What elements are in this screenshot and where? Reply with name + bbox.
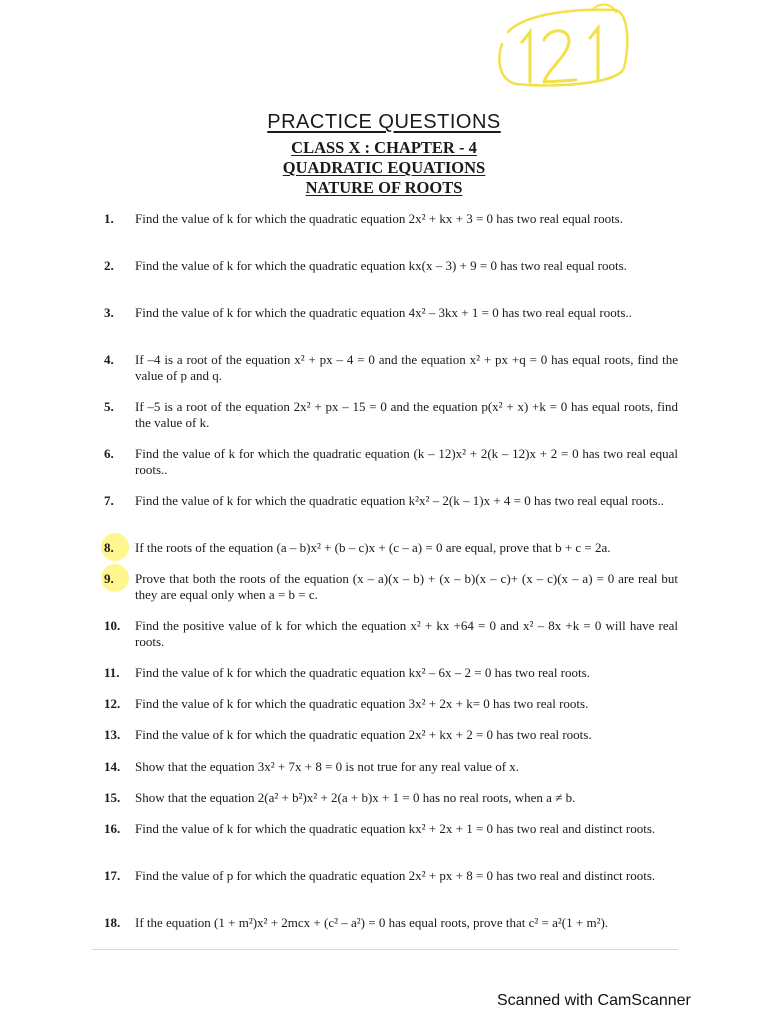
question-item (104, 665, 678, 681)
question-number: 13. (104, 727, 121, 742)
question-text: Find the value of k for which the quadratic equation 2x² + kx + 3 = 0 has two real equal roots. (135, 211, 623, 226)
class-chapter-heading: CLASS X : CHAPTER - 4 (291, 138, 477, 157)
question-item (104, 915, 678, 931)
question-number: 4. (104, 352, 114, 367)
question-number: 14. (104, 759, 121, 774)
question-number: 12. (104, 696, 121, 711)
question-item (104, 790, 678, 806)
question-text: Find the value of p for which the quadratic equation 2x² + px + 8 = 0 has two real and distinct roots. (135, 868, 656, 883)
question-item (104, 571, 678, 603)
question-item (104, 305, 678, 321)
question-text: Find the value of k for which the quadratic equation (k – 12)x² + 2(k – 12)x + 2 = 0 has two real equal roots.. (135, 446, 678, 477)
question-number: 5. (104, 399, 114, 414)
question-text: Find the value of k for which the quadratic equation k²x² – 2(k – 1)x + 4 = 0 has two real equal roots.. (135, 493, 664, 508)
question-text: Find the value of k for which the quadratic equation kx² + 2x + 1 = 0 has two real and distinct roots. (135, 821, 656, 836)
question-item (104, 696, 678, 712)
question-item (104, 352, 678, 384)
question-number: 16. (104, 821, 121, 836)
question-text: Find the value of k for which the quadratic equation 3x² + 2x + k= 0 has two real roots. (135, 696, 589, 711)
question-number: 10. (104, 618, 121, 633)
question-number: 9. (104, 571, 114, 586)
question-number: 1. (104, 211, 114, 226)
question-text: If the equation (1 + m²)x² + 2mcx + (c² – a²) = 0 has equal roots, prove that c² = a²(1 + m²). (135, 915, 609, 930)
question-text: Find the value of k for which the quadratic equation 4x² – 3kx + 1 = 0 has two real equal roots.. (135, 305, 632, 320)
question-text: Show that the equation 3x² + 7x + 8 = 0 is not true for any real value of x. (135, 759, 520, 774)
question-item (104, 759, 678, 775)
question-item (104, 493, 678, 509)
scanner-watermark: Scanned with CamScanner (497, 992, 691, 1009)
question-number: 11. (104, 665, 120, 680)
page-title: PRACTICE QUESTIONS (267, 111, 501, 133)
question-text: Find the positive value of k for which the equation x² + kx +64 = 0 and x² – 8x +k = 0 will have real roots. (135, 618, 678, 649)
handwritten-page-number (494, 2, 634, 94)
chapter-name-heading: QUADRATIC EQUATIONS (282, 158, 486, 177)
footer-divider (92, 949, 678, 950)
question-item (104, 399, 678, 431)
question-text: Find the value of k for which the quadratic equation kx(x – 3) + 9 = 0 has two real equal roots. (135, 258, 627, 273)
question-number: 3. (104, 305, 114, 320)
question-text: If –5 is a root of the equation 2x² + px – 15 = 0 and the equation p(x² + x) +k = 0 has equal roots, find the value of k. (135, 399, 678, 430)
question-item (104, 211, 678, 227)
question-number: 7. (104, 493, 114, 508)
question-number: 17. (104, 868, 121, 883)
question-text: Show that the equation 2(a² + b²)x² + 2(a + b)x + 1 = 0 has no real roots, when a ≠ b. (135, 790, 576, 805)
question-number: 15. (104, 790, 121, 805)
question-text: Prove that both the roots of the equation (x – a)(x – b) + (x – b)(x – c)+ (x – c)(x – a) = 0 are real but they are equal only when a = b = c. (135, 571, 678, 602)
question-item (104, 446, 678, 478)
question-text: If –4 is a root of the equation x² + px – 4 = 0 and the equation x² + px +q = 0 has equal roots, find the value of p and q. (135, 352, 678, 383)
question-text: If the roots of the equation (a – b)x² + (b – c)x + (c – a) = 0 are equal, prove that b + c = 2a. (135, 540, 611, 555)
question-item (104, 727, 678, 743)
question-item (104, 821, 678, 837)
question-item (104, 540, 678, 556)
question-item (104, 868, 678, 884)
topic-heading: NATURE OF ROOTS (305, 178, 463, 197)
question-item (104, 618, 678, 650)
question-number: 8. (104, 540, 114, 555)
question-number: 18. (104, 915, 121, 930)
question-text: Find the value of k for which the quadratic equation 2x² + kx + 2 = 0 has two real roots. (135, 727, 592, 742)
question-number: 2. (104, 258, 114, 273)
question-text: Find the value of k for which the quadratic equation kx² – 6x – 2 = 0 has two real roots. (135, 665, 590, 680)
question-number: 6. (104, 446, 114, 461)
question-item (104, 258, 678, 274)
